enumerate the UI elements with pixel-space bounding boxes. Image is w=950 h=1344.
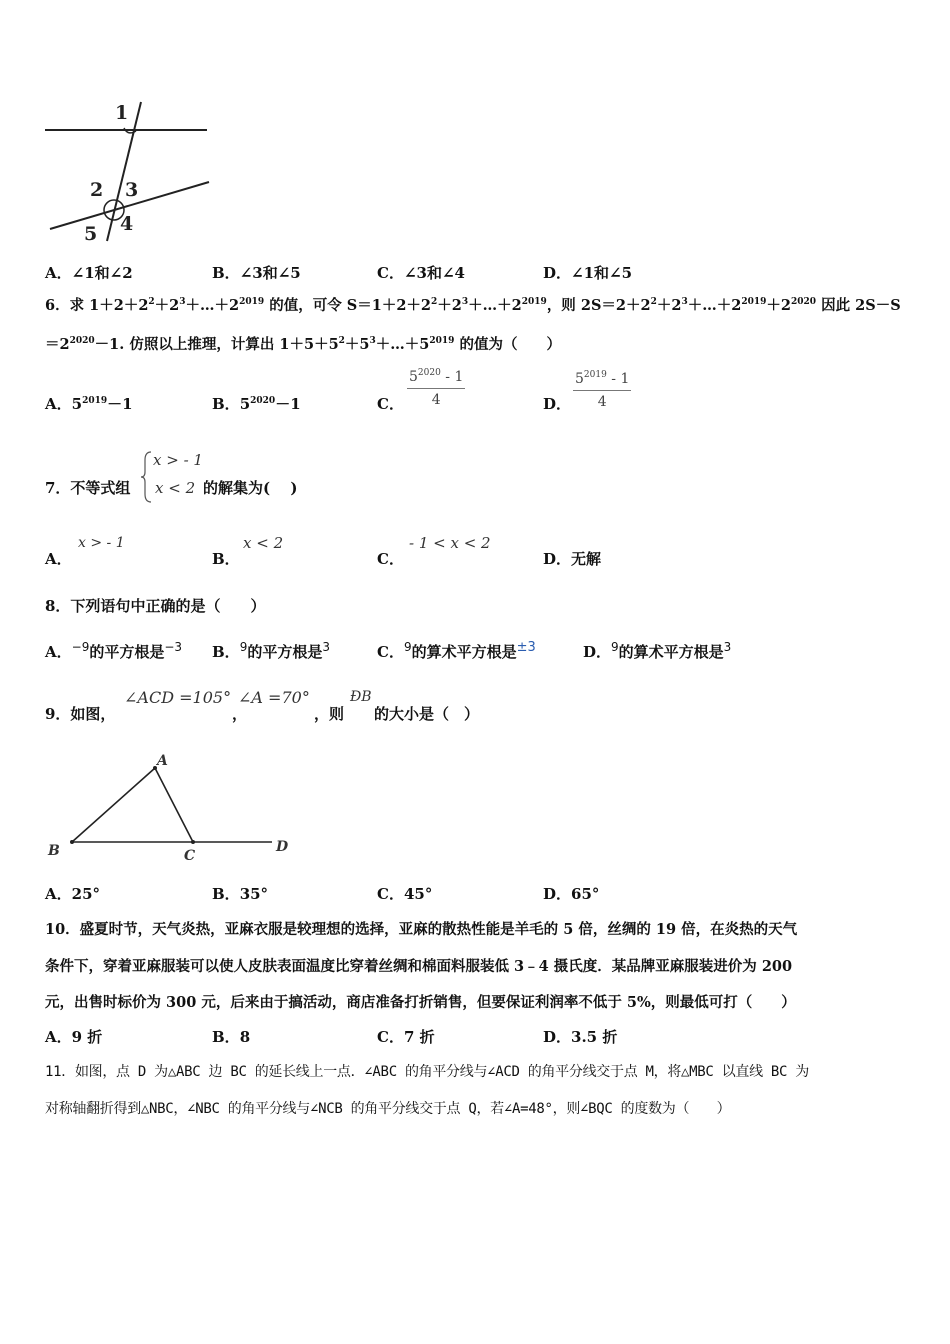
- figure-label-5: 5: [84, 223, 98, 245]
- q7-option-a-math: x > - 1: [78, 535, 125, 551]
- q9-stem: 9．如图，: [45, 705, 116, 723]
- q10-stem-line3: 元，出售时标价为 300 元，后来由于搞活动，商店准备打折销售，但要保证利润率不低于 5%，则最低可打（ ）: [45, 994, 796, 1011]
- q7-system-line1: x > - 1: [153, 451, 203, 469]
- q7-brace: [141, 450, 153, 504]
- q6-option-c-fraction: $\frac{5^{2020} - 1}{4}$: [409, 368, 464, 408]
- option-letter: A．: [45, 264, 72, 282]
- option-letter: D．: [543, 264, 572, 282]
- vertex-a-label: A: [157, 753, 168, 769]
- q9-math-b: ÐB: [350, 689, 372, 705]
- option-text: ∠1和∠5: [571, 264, 633, 282]
- point-d-label: D: [276, 839, 289, 855]
- option-text: ∠1和∠2: [71, 264, 133, 282]
- q8-option-d[interactable]: D．$^9$的算术平方根是$^3$: [583, 640, 732, 661]
- q7-option-c-math: - 1 < x < 2: [409, 534, 491, 552]
- q9-option-a[interactable]: A．25°: [45, 885, 101, 903]
- q6-option-d-fraction: $\frac{5^{2019} - 1}{4}$: [575, 370, 630, 410]
- q6-stem-line1: 6．求 $1+2+2^2+2^3+\dots+2^{2019}$ 的值，可令 $S=1+2+2^2+2^3+\dots+2^{2019}$，则 $2S=2+2^2+2^3+\dots+2^{2019}+2^{2020}$ 因此 2S－S: [45, 297, 901, 314]
- q7-option-c[interactable]: C．: [377, 550, 404, 568]
- q8-stem: 8．下列语句中正确的是（ ）: [45, 597, 266, 615]
- q10-option-d[interactable]: D．3.5 折: [543, 1028, 618, 1046]
- option-letter: B．: [212, 264, 240, 282]
- q5-option-c[interactable]: [377, 262, 465, 283]
- figure-label-3: 3: [125, 179, 139, 201]
- angle-figure: [40, 95, 220, 245]
- q6-option-b[interactable]: B．$5^{2020}-1$: [212, 395, 301, 413]
- q9-stem-mid: ，则: [314, 705, 345, 723]
- option-letter: C．: [377, 264, 404, 282]
- q11-stem-line1: 11．如图，点 D 为△ABC 边 BC 的延长线上一点．∠ABC 的角平分线与∠ACD 的角平分线交于点 M，将△MBC 以直线 BC 为: [45, 1064, 810, 1080]
- q7-option-b-math: x < 2: [243, 534, 284, 552]
- q9-math-acd: ∠ACD =105°: [124, 688, 232, 707]
- q5-option-a[interactable]: [45, 262, 133, 283]
- q9-math-a: ∠A =70°: [238, 688, 310, 707]
- q9-option-b[interactable]: B．35°: [212, 885, 269, 903]
- q11-stem-line2: 对称轴翻折得到△NBC，∠NBC 的角平分线与∠NCB 的角平分线交于点 Q，若∠A=48°，则∠BQC 的度数为（ ）: [45, 1101, 731, 1117]
- q7-option-d[interactable]: D．无解: [543, 550, 602, 568]
- q9-option-d[interactable]: D．65°: [543, 885, 600, 903]
- q6-option-d[interactable]: D．: [543, 395, 572, 413]
- vertex-c-label: C: [184, 848, 196, 864]
- q7-stem: 7．不等式组: [45, 479, 131, 497]
- q7-option-b[interactable]: B．: [212, 550, 240, 568]
- q8-option-a[interactable]: A．$^{-9}$的平方根是$^{-3}$: [45, 640, 183, 661]
- q7-option-a[interactable]: A．: [45, 550, 72, 568]
- segment-ab: [72, 768, 155, 842]
- q10-option-c[interactable]: C．7 折: [377, 1028, 435, 1046]
- q10-stem-line1: 10．盛夏时节，天气炎热，亚麻衣服是较理想的选择，亚麻的散热性能是羊毛的 5 倍，丝绸的 19 倍，在炎热的天气: [45, 921, 798, 938]
- vertex-b-label: B: [48, 843, 60, 859]
- figure-label-1: 1: [115, 102, 129, 124]
- option-text: ∠3和∠5: [239, 264, 301, 282]
- figure-label-2: 2: [90, 179, 104, 201]
- triangle-figure: [40, 748, 300, 868]
- q7-system-line2: x < 2: [155, 479, 196, 497]
- figure-label-4: 4: [120, 213, 134, 235]
- q5-option-b[interactable]: [212, 262, 301, 283]
- q10-option-b[interactable]: B．8: [212, 1028, 251, 1046]
- q9-comma: ，: [232, 705, 248, 723]
- q6-option-a[interactable]: A．$5^{2019}-1$: [45, 395, 133, 413]
- q9-stem-tail: 的大小是（ ）: [374, 705, 480, 723]
- q5-option-d[interactable]: [543, 262, 632, 283]
- segment-ac: [155, 768, 193, 842]
- q10-option-a[interactable]: A．9 折: [45, 1028, 103, 1046]
- q8-option-c[interactable]: C．$^9$的算术平方根是±3: [377, 640, 536, 661]
- q9-option-c[interactable]: C．45°: [377, 885, 433, 903]
- q8-option-b[interactable]: B．$^9$的平方根是$^3$: [212, 640, 330, 661]
- q7-stem-tail: 的解集为( ): [203, 479, 298, 497]
- option-text: ∠3和∠4: [403, 264, 465, 282]
- q10-stem-line2: 条件下，穿着亚麻服装可以使人皮肤表面温度比穿着丝绸和棉面料服装低 3﹣4 摄氏度．某品牌亚麻服装进价为 200: [45, 958, 793, 975]
- q6-option-c[interactable]: C．: [377, 395, 404, 413]
- q6-stem-line2: $=2^{2020}-1$. 仿照以上推理，计算出 $1+5+5^2+5^3+\dots+5^{2019}$ 的值为（ ）: [45, 336, 561, 353]
